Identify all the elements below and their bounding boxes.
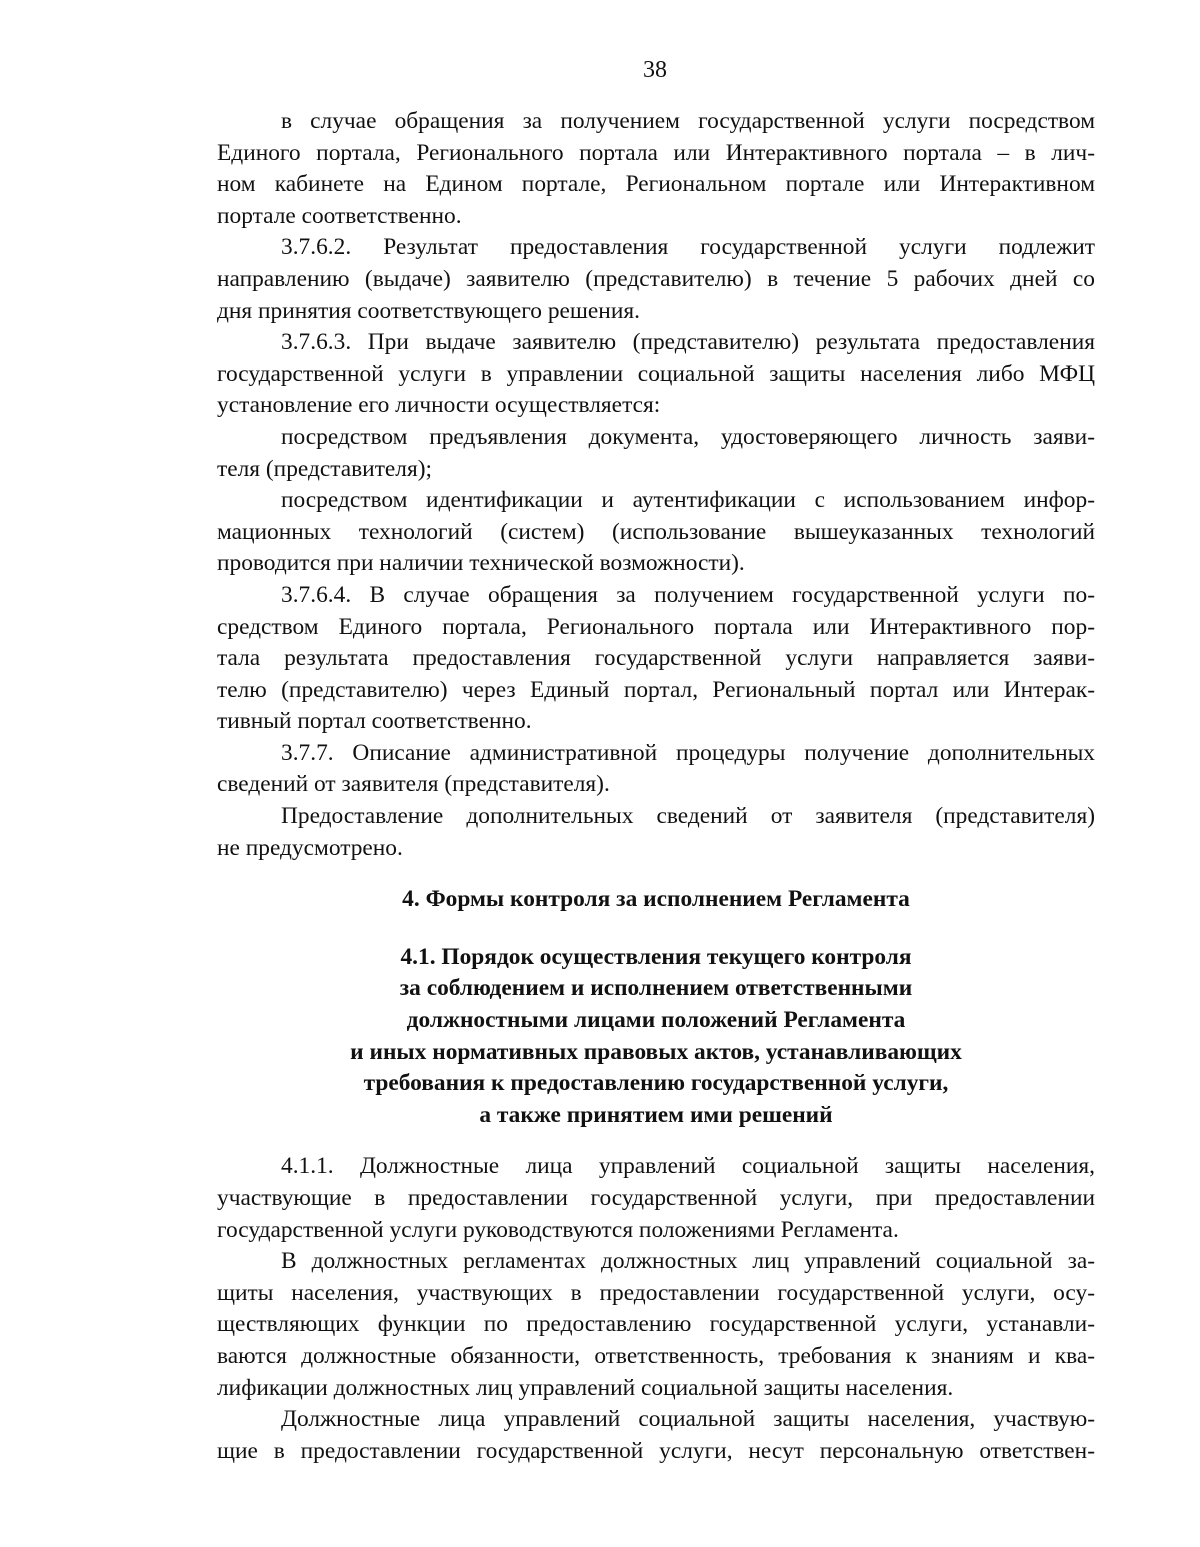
paragraph [217, 801, 1095, 864]
paragraph-line: тала результата предоставления государственной услуги направляется заяви- [217, 645, 1095, 672]
paragraph-line: ществляющих функции по предоставлению государственной услуги, устанавли- [217, 1311, 1095, 1338]
paragraph-line: посредством идентификации и аутентификации с использованием инфор- [281, 487, 1095, 514]
paragraph [217, 580, 1095, 738]
paragraph-line: Предоставление дополнительных сведений от заявителя (представителя) [281, 803, 1095, 830]
subsection-heading-line: 4.1. Порядок осуществления текущего контроля [400, 943, 912, 970]
paragraph-line: Должностные лица управлений социальной защиты населения, участвую- [281, 1406, 1095, 1433]
paragraph-line: щие в предоставлении государственной услуги, несут персональную ответствен- [217, 1437, 1095, 1464]
subsection-heading [217, 942, 1095, 1132]
paragraph-line: Единого портала, Регионального портала или Интерактивного портала – в лич- [217, 139, 1095, 166]
paragraph [217, 738, 1095, 801]
paragraph-line: 4.1.1. Должностные лица управлений социальной защиты населения, [281, 1153, 1095, 1180]
paragraph [217, 1151, 1095, 1246]
paragraph-line: ваются должностные обязанности, ответственность, требования к знаниям и ква- [217, 1342, 1095, 1369]
paragraph-line: направлению (выдаче) заявителю (представителю) в течение 5 рабочих дней со [217, 265, 1095, 292]
subsection-heading-line: должностными лицами положений Регламента [406, 1007, 906, 1034]
paragraph-line: установление его личности осуществляется: [217, 392, 661, 419]
section-heading: 4. Формы контроля за исполнением Регламента [402, 886, 910, 913]
paragraph-line: государственной услуги руководствуются положениями Регламента. [217, 1216, 899, 1243]
paragraph-line: щиты населения, участвующих в предоставлении государственной услуги, осу- [217, 1279, 1095, 1306]
paragraph-line: лификации должностных лиц управлений социальной защиты населения. [217, 1374, 954, 1401]
paragraph-line: 3.7.6.2. Результат предоставления государственной услуги подлежит [281, 234, 1095, 261]
paragraph [217, 327, 1095, 422]
subsection-heading-line: за соблюдением и исполнением ответственными [399, 975, 913, 1002]
paragraph-line: в случае обращения за получением государственной услуги посредством [281, 108, 1095, 134]
paragraph [217, 1404, 1095, 1467]
paragraph [217, 485, 1095, 580]
page-number: 38 [643, 57, 667, 83]
paragraph-line: государственной услуги в управлении социальной защиты населения либо МФЦ [217, 360, 1095, 387]
paragraph-line: портале соответственно. [217, 202, 462, 229]
paragraph-line: В должностных регламентах должностных лиц управлений социальной за- [281, 1248, 1095, 1275]
paragraph-line: дня принятия соответствующего решения. [217, 297, 640, 324]
paragraph [217, 232, 1095, 327]
paragraphs-before [217, 106, 1095, 864]
paragraph-line: теля (представителя); [217, 455, 433, 482]
document-body [217, 106, 1095, 1467]
paragraph-line: мационных технологий (систем) (использование вышеуказанных технологий [217, 518, 1095, 545]
paragraph-line: ном кабинете на Едином портале, Региональном портале или Интерактивном [217, 171, 1095, 198]
paragraphs-after [217, 1151, 1095, 1467]
paragraph-line: участвующие в предоставлении государственной услуги, при предоставлении [217, 1185, 1095, 1211]
paragraph [217, 1246, 1095, 1404]
paragraph-line: телю (представителю) через Единый портал, Региональный портал или Интерак- [217, 676, 1095, 703]
paragraph-line: посредством предъявления документа, удостоверяющего личность заяви- [281, 423, 1095, 450]
paragraph-line: средством Единого портала, Регионального портала или Интерактивного пор- [217, 613, 1095, 640]
paragraph-line: не предусмотрено. [217, 834, 403, 861]
subsection-heading-line: и иных нормативных правовых актов, устанавливающих [350, 1038, 962, 1065]
paragraph-line: сведений от заявителя (представителя). [217, 771, 610, 798]
subsection-heading-line: требования к предоставлению государственной услуги, [363, 1070, 949, 1097]
paragraph-line: 3.7.7. Описание административной процедуры получение дополнительных [281, 739, 1095, 766]
paragraph-line: 3.7.6.3. При выдаче заявителю (представителю) результата предоставления [281, 329, 1095, 356]
paragraph-line: тивный портал соответственно. [217, 708, 532, 735]
paragraph [217, 106, 1095, 232]
paragraph-line: 3.7.6.4. В случае обращения за получением государственной услуги по- [281, 581, 1095, 608]
subsection-heading-line: а также принятием ими решений [479, 1101, 833, 1128]
paragraph [217, 422, 1095, 485]
paragraph-line: проводится при наличии технической возможности). [217, 550, 745, 577]
